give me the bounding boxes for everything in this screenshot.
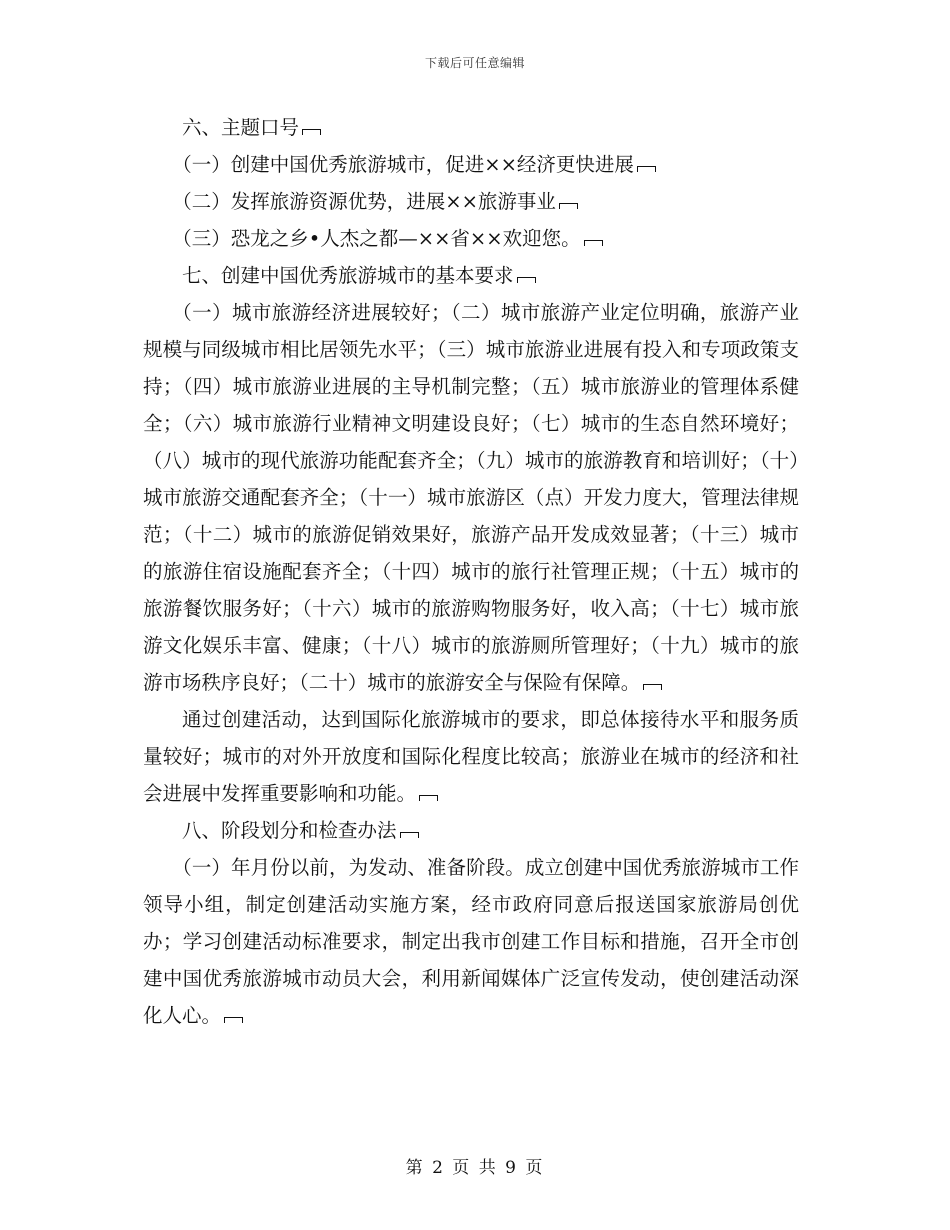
paragraph-mark-icon [584,240,603,246]
page-footer: 第 2 页 共 9 页 [405,1158,545,1178]
slogan-item-2: （二）发挥旅游资源优势，进展××旅游事业 [143,183,799,220]
paragraph-mark-icon [400,832,419,838]
paragraph-mark-icon [224,1017,243,1023]
slogan-item-3: （三）恐龙之乡•人杰之都—××省××欢迎您。 [143,220,799,257]
document-body [143,109,799,1034]
goal-paragraph: 通过创建活动，达到国际化旅游城市的要求，即总体接待水平和服务质量较好；城市的对外开放度和国际化程度比较高；旅游业在城市的经济和社会进展中发挥重要影响和功能。 [143,708,799,805]
requirements-paragraph: （一）城市旅游经济进展较好；（二）城市旅游产业定位明确，旅游产业规模与同级城市相比居领先水平；（三）城市旅游业进展有投入和专项政策支持；（四）城市旅游业进展的主导机制完整；（五）城市旅游业的管理体系健全；（六）城市旅游行业精神文明建设良好；（七）城市的生态自然环境好；（八）城市的现代旅游功能配套齐全；（九）城市的旅游教育和培训好；（十）城市旅游交通配套齐全；（十一）城市旅游区（点）开发力度大，管理法律规范；（十二）城市的旅游促销效果好，旅游产品开发成效显著；（十三）城市的旅游住宿设施配套齐全；（十四）城市的旅行社管理正规；（十五）城市的旅游餐饮服务好；（十六）城市的旅游购物服务好，收入高；（十七）城市旅游文化娱乐丰富、健康；（十八）城市的旅游厕所管理好；（十九）城市的旅游市场秩序良好；（二十）城市的旅游安全与保险有保障。 [143,301,799,694]
slogan-item-1: （一）创建中国优秀旅游城市，促进××经济更快进展 [143,146,799,183]
paragraph-mark-icon [517,277,536,283]
stage-paragraph-1: （一）年月份以前，为发动、准备阶段。成立创建中国优秀旅游城市工作领导小组，制定创建活动实施方案，经市政府同意后报送国家旅游局创优办；学习创建活动标准要求，制定出我市创建工作目标和措施，召开全市创建中国优秀旅游城市动员大会，利用新闻媒体广泛宣传发动，使创建活动深化人心。 [143,856,799,1027]
section-heading-requirements: 七、创建中国优秀旅游城市的基本要求 [143,257,799,294]
paragraph-mark-icon [637,166,656,172]
paragraph-mark-icon [559,203,578,209]
section-heading-stages: 八、阶段划分和检查办法 [143,812,799,849]
paragraph-mark-icon [419,795,438,801]
section-heading-slogan: 六、主题口号 [143,109,799,146]
page-header: 下载后可任意编辑 [424,56,525,70]
paragraph-mark-icon [302,129,321,135]
paragraph-mark-icon [643,684,662,690]
